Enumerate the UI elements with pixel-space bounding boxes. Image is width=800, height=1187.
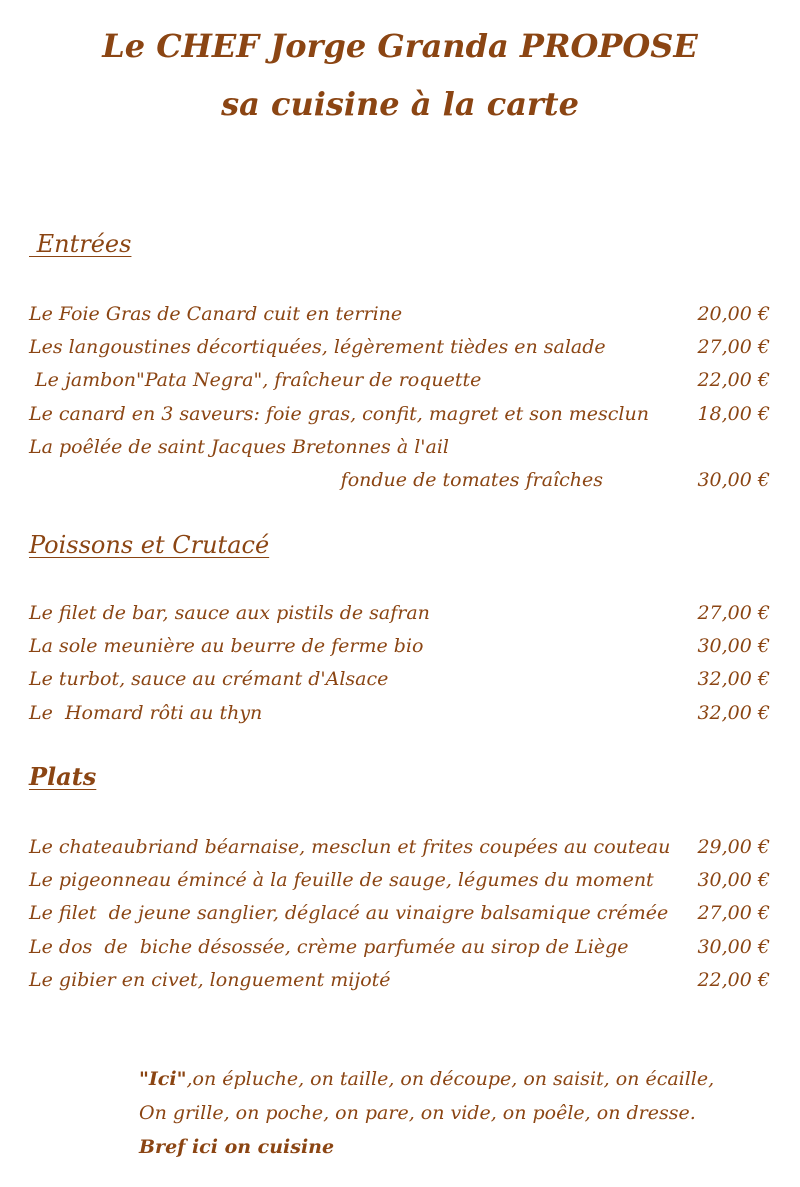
section-heading-plats: Plats [29, 762, 97, 791]
dish-name: Le Foie Gras de Canard cuit en terrine [29, 303, 403, 325]
dish-name: Le Homard rôti au thyn [29, 701, 263, 724]
menu-item [29, 597, 770, 630]
dish-price: 18,00 € [697, 402, 770, 425]
menu-item [29, 663, 770, 696]
dish-price: 27,00 € [697, 902, 770, 925]
dish-name: La poêlée de saint Jacques Bretonnes à l'ail [29, 435, 449, 458]
dish-name: Le filet de bar, sauce aux pistils de safran [29, 602, 430, 624]
menu-item [29, 864, 770, 897]
dish-name: Le jambon"Pata Negra", fraîcheur de roquette [29, 369, 482, 392]
dish-name: Le chateaubriand béarnaise, mesclun et frites coupées au couteau [29, 836, 671, 858]
dish-name: Le canard en 3 saveurs: foie gras, confit, magret et son mesclun [29, 402, 649, 425]
poissons-list [29, 597, 770, 730]
motto-ici: "Ici" [139, 1068, 187, 1090]
dish-name: Le dos de biche désossée, crème parfumée au sirop de Liège [29, 935, 629, 958]
closing-motto [139, 1062, 714, 1164]
motto-line-1-rest: ,on épluche, on taille, on découpe, on saisit, on écaille, [186, 1068, 715, 1090]
dish-price: 27,00 € [697, 602, 770, 624]
menu-item [29, 931, 770, 964]
dish-price: 30,00 € [697, 935, 770, 958]
dish-price: 22,00 € [697, 968, 770, 991]
section-heading-poissons: Poissons et Crutacé [29, 531, 270, 559]
section-heading-entrees: Entrées [29, 230, 132, 258]
menu-item [29, 331, 770, 364]
dish-name: Le gibier en civet, longuement mijoté [29, 968, 391, 991]
dish-price: 30,00 € [697, 468, 770, 491]
plats-list [29, 831, 770, 997]
motto-line-2: On grille, on poche, on pare, on vide, on poêle, on dresse. [139, 1102, 696, 1124]
menu-item [29, 431, 770, 497]
menu-item [29, 897, 770, 930]
dish-price: 32,00 € [697, 668, 770, 691]
menu-item [29, 398, 770, 431]
dish-price: 29,00 € [697, 836, 770, 858]
dish-name: Le turbot, sauce au crémant d'Alsace [29, 668, 389, 691]
dish-price: 27,00 € [697, 336, 770, 359]
menu-item [29, 697, 770, 730]
dish-price: 32,00 € [697, 701, 770, 724]
dish-price: 30,00 € [697, 869, 770, 892]
menu-title: Le CHEF Jorge Granda PROPOSE [102, 27, 698, 65]
dish-name: Le filet de jeune sanglier, déglacé au vinaigre balsamique crémée [29, 902, 669, 925]
dish-name: La sole meunière au beurre de ferme bio [29, 635, 424, 658]
dish-price: 30,00 € [697, 635, 770, 658]
menu-item [29, 831, 770, 864]
menu-item [29, 630, 770, 663]
dish-price: 20,00 € [697, 303, 770, 325]
dish-name: Le pigeonneau émincé à la feuille de sauge, légumes du moment [29, 869, 654, 892]
entrees-list [29, 298, 770, 497]
dish-name-continuation: fondue de tomates fraîches [340, 468, 603, 491]
dish-price: 22,00 € [697, 369, 770, 392]
menu-item [29, 364, 770, 397]
menu-item [29, 964, 770, 997]
dish-name: Les langoustines décortiquées, légèrement tièdes en salade [29, 336, 606, 359]
motto-line-1 [139, 1062, 714, 1096]
menu-item [29, 298, 770, 331]
motto-line-3: Bref ici on cuisine [139, 1136, 335, 1158]
menu-subtitle: sa cuisine à la carte [221, 85, 579, 123]
